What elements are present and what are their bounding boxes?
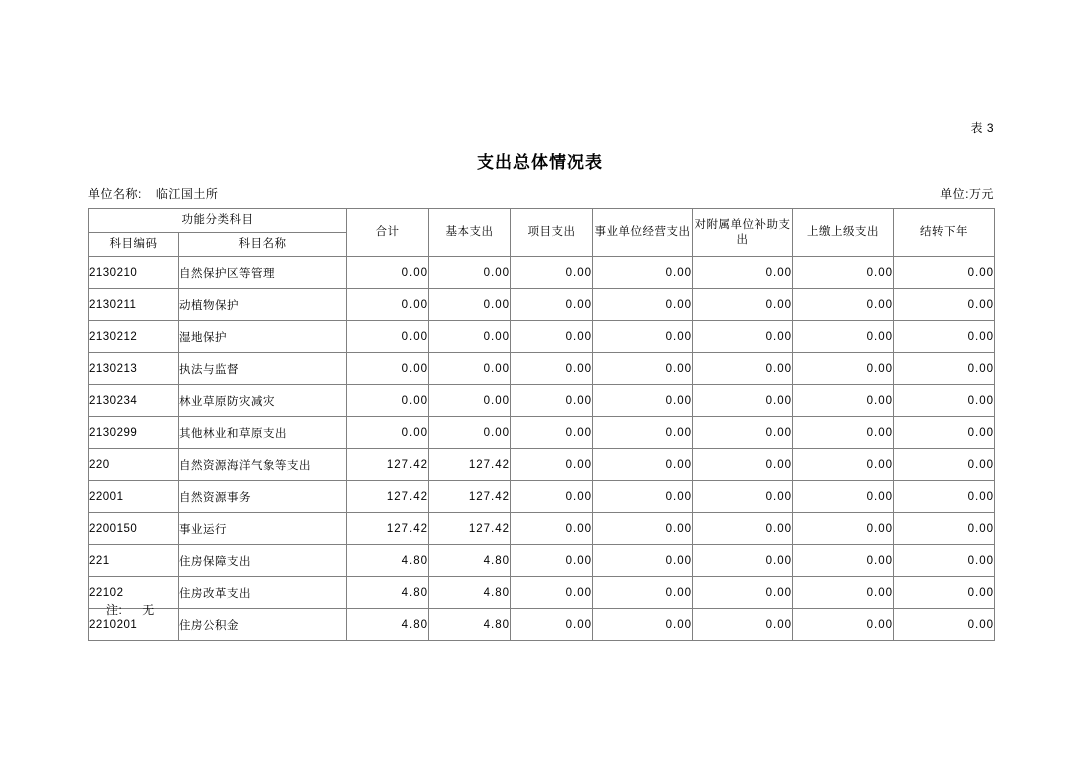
cell-total: 127.42 [347,481,429,513]
table-row [89,481,995,513]
cell-subject-code: 2210201 [89,609,179,641]
header-subsidy-expenditure: 对附属单位补助支出 [693,209,793,257]
table-row [89,385,995,417]
cell-basic: 0.00 [429,385,511,417]
table-row [89,609,995,641]
cell-subject-code: 220 [89,449,179,481]
table-body [89,257,995,641]
cell-subsidy: 0.00 [693,257,793,289]
table-header-row-1 [89,209,995,233]
cell-upper: 0.00 [793,609,894,641]
cell-subject-code: 2200150 [89,513,179,545]
cell-carryover: 0.00 [894,321,995,353]
cell-subject-code: 221 [89,545,179,577]
cell-carryover: 0.00 [894,257,995,289]
cell-upper: 0.00 [793,545,894,577]
cell-project: 0.00 [511,289,593,321]
cell-basic: 4.80 [429,577,511,609]
cell-total: 127.42 [347,449,429,481]
amount-unit-label: 单位:万元 [940,187,994,201]
cell-project: 0.00 [511,449,593,481]
cell-project: 0.00 [511,257,593,289]
cell-basic: 127.42 [429,481,511,513]
cell-subject-code: 2130210 [89,257,179,289]
cell-carryover: 0.00 [894,513,995,545]
cell-upper: 0.00 [793,321,894,353]
cell-upper: 0.00 [793,481,894,513]
cell-basic: 0.00 [429,417,511,449]
page-title: 支出总体情况表 [477,153,603,172]
note-value: 无 [142,603,155,617]
meta-row [88,185,994,202]
cell-project: 0.00 [511,545,593,577]
cell-carryover: 0.00 [894,289,995,321]
cell-subsidy: 0.00 [693,417,793,449]
cell-basic: 127.42 [429,449,511,481]
table-row [89,513,995,545]
cell-subject-name: 自然保护区等管理 [179,257,347,289]
cell-subsidy: 0.00 [693,289,793,321]
cell-subsidy: 0.00 [693,481,793,513]
table-row [89,257,995,289]
cell-subsidy: 0.00 [693,353,793,385]
cell-total: 4.80 [347,545,429,577]
cell-upper: 0.00 [793,417,894,449]
cell-subsidy: 0.00 [693,385,793,417]
cell-basic: 4.80 [429,609,511,641]
table-row [89,353,995,385]
cell-carryover: 0.00 [894,385,995,417]
cell-subject-code: 2130213 [89,353,179,385]
cell-project: 0.00 [511,385,593,417]
cell-carryover: 0.00 [894,481,995,513]
cell-business: 0.00 [593,257,693,289]
header-subject-code: 科目编码 [89,233,179,257]
cell-total: 0.00 [347,385,429,417]
cell-subject-name: 动植物保护 [179,289,347,321]
header-upper-level-expenditure: 上缴上级支出 [793,209,894,257]
cell-business: 0.00 [593,449,693,481]
cell-basic: 127.42 [429,513,511,545]
cell-project: 0.00 [511,321,593,353]
cell-business: 0.00 [593,321,693,353]
table-row [89,289,995,321]
header-basic-expenditure: 基本支出 [429,209,511,257]
cell-carryover: 0.00 [894,417,995,449]
cell-project: 0.00 [511,353,593,385]
cell-basic: 0.00 [429,257,511,289]
table-row [89,449,995,481]
cell-subject-name: 事业运行 [179,513,347,545]
cell-business: 0.00 [593,385,693,417]
cell-subject-code: 2130299 [89,417,179,449]
cell-business: 0.00 [593,609,693,641]
header-total: 合计 [347,209,429,257]
table-row [89,545,995,577]
note-label: 注: [106,603,123,617]
cell-subject-name: 住房改革支出 [179,577,347,609]
unit-name-label: 单位名称: [88,187,142,201]
cell-subject-name: 住房保障支出 [179,545,347,577]
cell-carryover: 0.00 [894,353,995,385]
cell-basic: 4.80 [429,545,511,577]
cell-subject-name: 自然资源事务 [179,481,347,513]
cell-upper: 0.00 [793,513,894,545]
cell-subject-name: 自然资源海洋气象等支出 [179,449,347,481]
cell-subsidy: 0.00 [693,577,793,609]
header-subject-name: 科目名称 [179,233,347,257]
cell-subject-name: 其他林业和草原支出 [179,417,347,449]
cell-subject-code: 2130234 [89,385,179,417]
cell-total: 0.00 [347,257,429,289]
cell-upper: 0.00 [793,289,894,321]
unit-name-value: 临江国土所 [155,187,219,201]
table-number: 表 3 [970,121,994,135]
cell-business: 0.00 [593,577,693,609]
cell-upper: 0.00 [793,257,894,289]
header-carryover-next-year: 结转下年 [894,209,995,257]
table-row [89,321,995,353]
cell-subject-name: 湿地保护 [179,321,347,353]
cell-business: 0.00 [593,353,693,385]
cell-subsidy: 0.00 [693,449,793,481]
cell-basic: 0.00 [429,321,511,353]
cell-upper: 0.00 [793,353,894,385]
header-business-expenditure: 事业单位经营支出 [593,209,693,257]
cell-subsidy: 0.00 [693,513,793,545]
cell-upper: 0.00 [793,449,894,481]
cell-total: 0.00 [347,289,429,321]
cell-project: 0.00 [511,609,593,641]
cell-project: 0.00 [511,577,593,609]
note [106,601,155,618]
cell-upper: 0.00 [793,577,894,609]
header-project-expenditure: 项目支出 [511,209,593,257]
cell-total: 0.00 [347,353,429,385]
cell-project: 0.00 [511,481,593,513]
cell-subject-name: 林业草原防灾减灾 [179,385,347,417]
cell-subject-code: 22001 [89,481,179,513]
cell-business: 0.00 [593,289,693,321]
header-group-function-category: 功能分类科目 [89,209,347,233]
cell-project: 0.00 [511,417,593,449]
cell-basic: 0.00 [429,289,511,321]
cell-business: 0.00 [593,545,693,577]
cell-subsidy: 0.00 [693,545,793,577]
expenditure-table [88,208,995,641]
cell-total: 4.80 [347,577,429,609]
table-row [89,577,995,609]
cell-upper: 0.00 [793,385,894,417]
cell-basic: 0.00 [429,353,511,385]
cell-total: 4.80 [347,609,429,641]
cell-total: 0.00 [347,417,429,449]
cell-subject-name: 住房公积金 [179,609,347,641]
cell-business: 0.00 [593,417,693,449]
cell-subject-code: 2130212 [89,321,179,353]
cell-total: 127.42 [347,513,429,545]
cell-subsidy: 0.00 [693,609,793,641]
unit-name-group [88,185,218,202]
cell-carryover: 0.00 [894,545,995,577]
cell-subject-code: 22102 [89,577,179,609]
cell-subject-name: 执法与监督 [179,353,347,385]
cell-business: 0.00 [593,513,693,545]
cell-subsidy: 0.00 [693,321,793,353]
cell-carryover: 0.00 [894,609,995,641]
cell-subject-code: 2130211 [89,289,179,321]
cell-business: 0.00 [593,481,693,513]
table-row [89,417,995,449]
cell-project: 0.00 [511,513,593,545]
cell-carryover: 0.00 [894,577,995,609]
cell-carryover: 0.00 [894,449,995,481]
cell-total: 0.00 [347,321,429,353]
